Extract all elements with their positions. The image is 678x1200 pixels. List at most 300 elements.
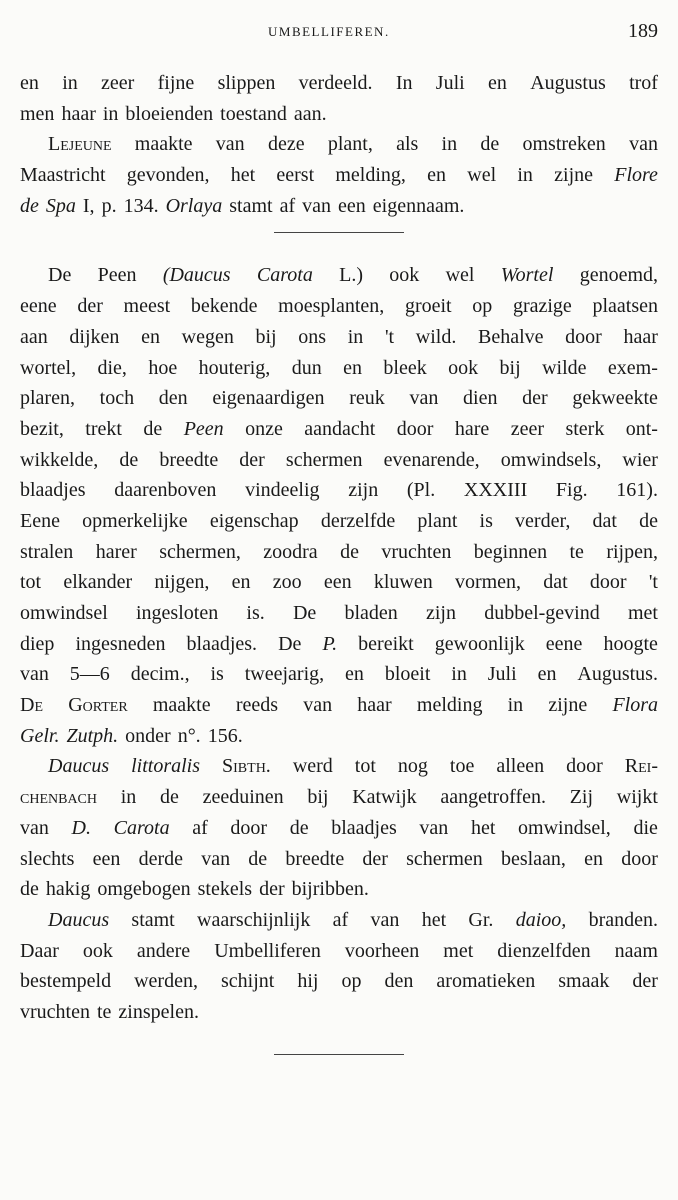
word: diep <box>20 632 55 655</box>
text-line <box>20 567 658 598</box>
word: van <box>20 663 49 686</box>
word: Lejeune <box>48 133 112 156</box>
text-line <box>20 506 658 537</box>
page-header <box>0 20 678 50</box>
word: op <box>472 295 493 318</box>
word: ingesneden <box>75 632 166 655</box>
word: bladen <box>344 602 398 624</box>
word: plant, <box>327 133 373 156</box>
word: breedte <box>159 448 219 471</box>
word: littoralis <box>131 755 201 778</box>
word: wijkt <box>616 786 658 809</box>
word: Gelr. <box>20 724 60 747</box>
word: van <box>370 908 400 931</box>
word: Fig. <box>555 479 588 502</box>
text-line <box>20 844 658 875</box>
word: derde <box>138 847 183 870</box>
word: in <box>102 102 119 125</box>
word: bloeienden <box>125 102 214 125</box>
word: door <box>396 417 434 440</box>
word: en <box>427 164 447 187</box>
word: genoemd, <box>579 264 658 287</box>
word: haar <box>623 325 658 348</box>
word: eene <box>545 632 583 655</box>
word: schermen, <box>159 540 241 563</box>
word: blaadjes <box>20 479 86 502</box>
word: de <box>119 448 139 471</box>
word: is <box>479 509 493 532</box>
word: Zij <box>569 786 594 809</box>
word: omstreken <box>522 133 606 156</box>
word: Flora <box>612 694 658 717</box>
word: door <box>621 847 658 870</box>
word: stralen <box>20 540 74 563</box>
word: schermen <box>406 847 483 870</box>
word: zeer <box>101 72 135 94</box>
word: plant <box>417 509 458 532</box>
word: In <box>395 72 413 94</box>
word: eerst <box>276 164 315 187</box>
word: 't <box>384 325 395 348</box>
word: Carota <box>113 816 170 839</box>
word: zoo <box>272 571 302 594</box>
word: te <box>569 540 584 563</box>
word: (Daucus <box>162 264 231 287</box>
text-line <box>20 813 658 844</box>
word: plaatsen <box>592 295 658 318</box>
word: zijne <box>554 164 594 187</box>
text-line <box>20 966 658 997</box>
word: De <box>48 264 72 287</box>
word: bloeit <box>384 663 431 686</box>
word: van <box>20 816 49 839</box>
word: wild. <box>415 325 457 348</box>
word: van <box>629 133 658 156</box>
word: omgebogen <box>97 878 191 901</box>
word: en <box>345 663 364 686</box>
word: vormen, <box>454 571 522 594</box>
text-line <box>20 475 658 506</box>
word: Carota <box>256 264 313 287</box>
text-line <box>20 629 658 660</box>
word: tot <box>354 755 376 778</box>
word: harer <box>95 540 137 563</box>
word: zijn <box>348 479 379 502</box>
word: voorheen <box>344 939 420 962</box>
word: den <box>384 970 414 993</box>
word: en <box>141 325 160 348</box>
text-line <box>20 751 658 782</box>
word: bij <box>307 786 329 809</box>
word: Flore <box>614 164 658 187</box>
word: grazige <box>512 295 572 318</box>
word: wilde <box>542 356 587 379</box>
text-line <box>20 905 658 936</box>
word: Spa <box>45 194 76 217</box>
word: maakte <box>134 133 193 156</box>
word: zeer <box>510 417 545 440</box>
word: meest <box>123 295 171 318</box>
word: andere <box>136 939 191 962</box>
word: slippen <box>217 72 276 94</box>
word: is. <box>246 602 265 624</box>
word: door <box>230 816 268 839</box>
word: hij <box>297 970 319 993</box>
word: ons <box>298 325 327 348</box>
word: het <box>470 816 496 839</box>
text-line <box>20 782 658 813</box>
word: af <box>192 816 208 839</box>
word: groeit <box>404 295 452 318</box>
word: sterk <box>565 417 605 440</box>
word: schermen <box>285 448 363 471</box>
text-line <box>20 129 658 160</box>
word: toe <box>449 755 475 778</box>
word: omwindsel, <box>518 816 611 839</box>
word: den <box>158 387 188 410</box>
word: Daucus <box>48 755 110 778</box>
word: D. <box>71 816 91 839</box>
text-line <box>20 874 658 905</box>
word: 't <box>648 571 658 594</box>
word: ook <box>82 939 113 962</box>
word: een <box>338 194 366 217</box>
word: vindeelig <box>245 479 320 502</box>
word: tot <box>20 571 42 594</box>
word: dien <box>463 387 498 410</box>
word: die <box>633 816 658 839</box>
word: (Pl. <box>406 479 436 502</box>
word: de <box>159 786 179 809</box>
word: Peen <box>97 264 137 287</box>
word: eene <box>20 295 57 318</box>
text-line <box>20 721 658 752</box>
word: blaadjes. <box>186 632 258 655</box>
word: derzelfde <box>320 509 396 532</box>
word: schijnt <box>220 970 275 993</box>
word: van <box>215 133 245 156</box>
text-line <box>20 99 658 130</box>
word: beslaan, <box>500 847 566 870</box>
word: ook <box>389 264 420 287</box>
word: als <box>396 133 419 156</box>
word: bij <box>499 356 521 379</box>
word: nog <box>397 755 428 778</box>
word: Umbelliferen <box>214 939 321 962</box>
word: een <box>92 847 121 870</box>
word: I, <box>82 194 95 217</box>
word: trof <box>629 72 658 94</box>
word: vruchten <box>20 1000 90 1023</box>
text-line <box>20 659 658 690</box>
word: naam <box>614 939 658 962</box>
word: moesplanten, <box>278 295 385 318</box>
word: aangetroffen. <box>440 786 547 809</box>
word: Peen <box>183 417 224 440</box>
word: ingesloten <box>135 602 219 624</box>
word: te <box>96 1000 112 1023</box>
word: en <box>343 356 362 379</box>
word: plaren, <box>20 387 75 410</box>
page-number: 189 <box>628 20 658 42</box>
word: Maastricht <box>20 164 106 187</box>
word: tweejarig, <box>244 663 325 686</box>
word: zinspelen. <box>118 1000 199 1023</box>
word: stekels <box>197 878 253 901</box>
word: dat <box>543 571 568 594</box>
word: zoodra <box>263 540 318 563</box>
word: ont- <box>625 417 658 440</box>
word: zeeduinen <box>202 786 284 809</box>
word: p. <box>101 194 117 217</box>
word: deze <box>267 133 305 156</box>
word: hoogte <box>603 632 658 655</box>
running-title: UMBELLIFEREN. <box>268 24 390 39</box>
text-line <box>20 260 658 291</box>
word: branden. <box>588 908 658 931</box>
word: gewoonlijk <box>434 632 525 655</box>
text-line <box>20 353 658 384</box>
word: Orlaya <box>165 194 223 217</box>
word: n°. <box>177 724 201 747</box>
word: in <box>517 164 533 187</box>
word: Augustus <box>530 72 606 94</box>
word: omwindsels, <box>500 448 602 471</box>
word: toch <box>99 387 135 410</box>
word: houterig, <box>198 356 271 379</box>
word: in <box>62 72 78 94</box>
text-line <box>20 537 658 568</box>
word: af <box>332 908 349 931</box>
word: Gr. <box>468 908 494 931</box>
word: reuk <box>349 387 385 410</box>
word: bezit, <box>20 417 64 440</box>
word: aandacht <box>304 417 376 440</box>
word: in <box>120 786 137 809</box>
word: haar <box>61 102 96 125</box>
word: der <box>77 295 103 318</box>
word: exem- <box>607 356 658 379</box>
word: in <box>507 694 524 717</box>
word: der <box>259 878 285 901</box>
word: melding <box>416 694 483 717</box>
word: beginnen <box>473 540 548 563</box>
word: de <box>20 194 39 217</box>
word: werden, <box>134 970 198 993</box>
word: fijne <box>157 72 195 94</box>
word: die, <box>97 356 127 379</box>
word: decim., <box>130 663 190 686</box>
word: trekt <box>85 417 122 440</box>
word: rijpen, <box>606 540 658 563</box>
word: gekweekte <box>572 387 658 410</box>
word: wel <box>467 164 497 187</box>
text-line <box>20 383 658 414</box>
word: verder, <box>515 509 571 532</box>
word: het <box>421 908 447 931</box>
word: Gorter <box>68 694 128 717</box>
word: bleek <box>383 356 427 379</box>
word: door <box>566 755 603 778</box>
text-line <box>20 445 658 476</box>
word: nijgen, <box>154 571 210 594</box>
word: haar <box>357 694 392 717</box>
word: de <box>143 417 163 440</box>
word: wikkelde, <box>20 448 99 471</box>
word: onder <box>125 724 171 747</box>
word: en <box>20 72 39 94</box>
word: hoe <box>148 356 178 379</box>
word: en <box>584 847 604 870</box>
text-line <box>20 322 658 353</box>
word: door <box>589 571 627 594</box>
word: de <box>289 816 309 839</box>
word: blaadjes <box>331 816 397 839</box>
word: onze <box>245 417 283 440</box>
word: de <box>480 133 500 156</box>
word: bereikt <box>358 632 414 655</box>
word: reeds <box>235 694 279 717</box>
word: de <box>248 847 268 870</box>
word: de <box>639 509 658 532</box>
word: stamt <box>229 194 273 217</box>
text-line <box>20 160 658 191</box>
word: is <box>210 663 224 686</box>
word: alleen <box>496 755 545 778</box>
word: bestempeld <box>20 970 112 993</box>
word: Zutph. <box>66 724 119 747</box>
word: der <box>362 847 388 870</box>
word: het <box>230 164 256 187</box>
word: aan. <box>293 102 327 125</box>
word: L.) <box>339 264 363 287</box>
word: met <box>627 602 658 624</box>
word: kluwen <box>373 571 433 594</box>
word: dun <box>291 356 322 379</box>
word: waarschijnlijk <box>197 908 311 931</box>
word: aromatieken <box>436 970 536 993</box>
word: van <box>302 194 332 217</box>
word: dijken <box>69 325 120 348</box>
word: een <box>323 571 352 594</box>
word: en <box>537 663 557 686</box>
word: 134. <box>123 194 159 217</box>
word: van <box>419 816 449 839</box>
word: eigenaardigen <box>212 387 325 410</box>
word: af <box>279 194 296 217</box>
word: van <box>303 694 333 717</box>
word: op <box>341 970 362 993</box>
word: eigennaam. <box>372 194 465 217</box>
word: toestand <box>220 102 287 125</box>
word: in <box>441 133 458 156</box>
word: der <box>632 970 658 993</box>
word: slechts <box>20 847 75 870</box>
text-line <box>20 191 658 222</box>
word: smaak <box>558 970 610 993</box>
word: daioo, <box>515 908 567 931</box>
word: Juli <box>487 663 517 686</box>
word: aan <box>20 325 48 348</box>
word: men <box>20 102 55 125</box>
word: 156. <box>207 724 243 747</box>
word: eigenschap <box>209 509 299 532</box>
word: De <box>292 602 317 624</box>
word: en <box>231 571 251 594</box>
word: door <box>565 325 602 348</box>
word: Rei- <box>624 755 658 778</box>
word: van <box>201 847 231 870</box>
word: P. <box>322 632 338 655</box>
word: Eene <box>20 509 60 532</box>
word: de <box>340 540 359 563</box>
word: 161). <box>616 479 658 502</box>
word: Sibth. <box>222 755 271 778</box>
word: dubbel-gevind <box>484 602 600 624</box>
word: maakte <box>152 694 211 717</box>
word: daarenboven <box>114 479 217 502</box>
word: wier <box>622 448 658 471</box>
word: elkander <box>63 571 133 594</box>
word: wegen <box>181 325 234 348</box>
word: omwindsel <box>20 602 108 624</box>
word: dienzelfden <box>497 939 591 962</box>
word: van <box>409 387 439 410</box>
text-line <box>20 598 658 629</box>
word: melding, <box>335 164 406 187</box>
text-line <box>20 936 658 967</box>
word: Katwijk <box>352 786 417 809</box>
text-line <box>20 291 658 322</box>
word: De <box>20 694 43 717</box>
text-line <box>20 414 658 445</box>
word: gevonden, <box>126 164 210 187</box>
word: ook <box>448 356 479 379</box>
word: wel <box>445 264 475 287</box>
word: stamt <box>131 908 175 931</box>
word: Augustus. <box>577 663 658 686</box>
text-line <box>20 997 658 1028</box>
word: evenarende, <box>383 448 480 471</box>
word: bij <box>255 325 277 348</box>
section-divider <box>274 1054 404 1055</box>
word: in <box>347 325 364 348</box>
word: zijn <box>426 602 456 624</box>
word: vruchten <box>381 540 452 563</box>
word: der <box>239 448 265 471</box>
word: chenbach <box>20 786 98 809</box>
word: bijribben. <box>291 878 369 901</box>
word: Daucus <box>48 908 110 931</box>
word: De <box>278 632 302 655</box>
word: opmerkelijke <box>82 509 188 532</box>
word: 5—6 <box>69 663 110 686</box>
word: hare <box>454 417 490 440</box>
word: Juli <box>435 72 465 94</box>
word: in <box>451 663 467 686</box>
word: Wortel <box>500 264 554 287</box>
section-divider <box>274 232 404 233</box>
text-line <box>20 68 658 99</box>
word: werd <box>292 755 333 778</box>
word: Behalve <box>477 325 544 348</box>
word: bekende <box>190 295 258 318</box>
word: XXXIII <box>463 479 528 502</box>
word: Daar <box>20 939 59 962</box>
word: verdeeld. <box>298 72 373 94</box>
word: en <box>488 72 507 94</box>
word: breedte <box>285 847 345 870</box>
